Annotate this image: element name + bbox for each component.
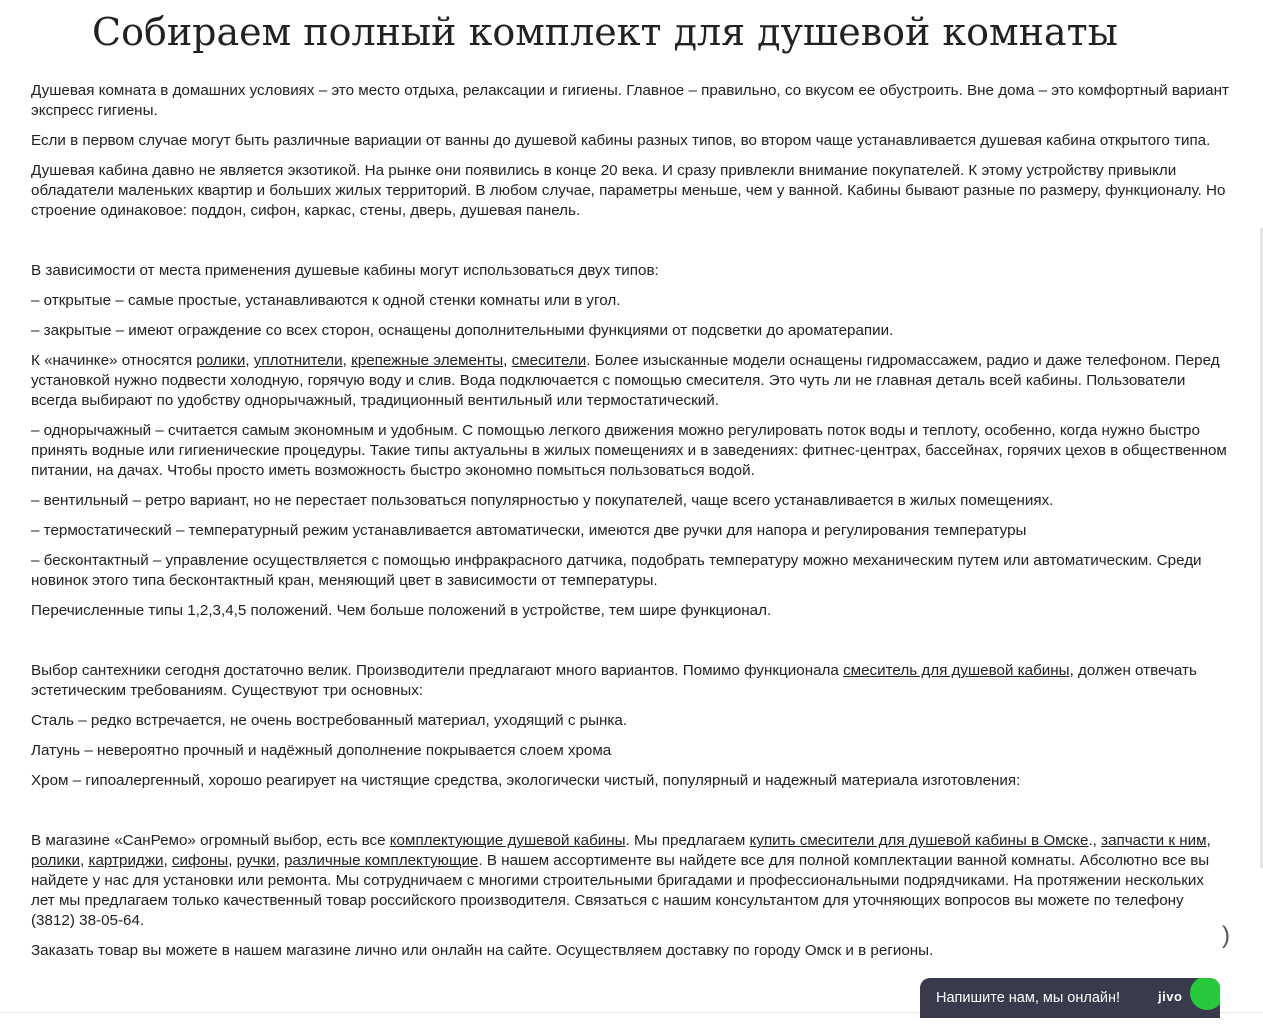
paragraph-choice: Выбор сантехники сегодня достаточно велик. Производители предлагают много вариантов. Помимо функционала смеситель для душевой кабины, должен отвечать эстетическим требованиям. Существуют три основных: [31, 662, 1197, 699]
link-rollers[interactable]: ролики [196, 352, 246, 369]
link-fasteners[interactable]: крепежные элементы [351, 352, 504, 369]
list-item-valve: – вентильный – ретро вариант, но не перестает пользоваться популярностью у покупателей, чаще всего устанавливается в жилых помещениях. [31, 492, 1054, 509]
link-siphons[interactable]: сифоны [171, 852, 229, 869]
material-brass: Латунь – невероятно прочный и надёжный дополнение покрывается слоем хрома [31, 742, 612, 759]
link-mixers[interactable]: смесители [511, 352, 587, 369]
paragraph-variations: Если в первом случае могут быть различные вариации от ванны до душевой кабины разных типов, во втором чаще устанавливается душевая кабина открытого типа. [31, 132, 1211, 149]
chat-label: Напишите нам, мы онлайн! [936, 990, 1121, 1006]
page-title: Собираем полный комплект для душевой комнаты [92, 10, 1118, 54]
intro-paragraph: Душевая комната в домашних условиях – это место отдыха, релаксации и гигиены. Главное – правильно, со вкусом ее обустроить. Вне дома – это комфортный вариант экспресс гигиены. [31, 82, 1229, 119]
paragraph-components: К «начинке» относятся ролики, уплотнители, крепежные элементы, смесители. Более изысканные модели оснащены гидромассажем, радио и даже телефоном. Перед установкой нужно подвести холодную, горячую воду и слив. Вода подключается с помощью смесителя. Это чуть ли не главная деталь всей кабины. Пользователи всегда выбирают по удобству однорычажный, традиционный вентильный или термостатический. [31, 352, 1220, 409]
paragraph-positions: Перечисленные типы 1,2,3,4,5 положений. Чем больше положений в устройстве, тем шире функционал. [31, 602, 772, 619]
link-shower-mixer[interactable]: смеситель для душевой кабины [843, 662, 1070, 679]
list-item-contactless: – бесконтактный – управление осуществляется с помощью инфракрасного датчика, подобрать температуру можно механическим путем или автоматическим. Среди новинок этого типа бесконтактный кран, меняющий цвет в зависимости от температуры. [31, 552, 1202, 589]
list-item-thermostatic: – термостатический – температурный режим устанавливается автоматически, имеются две ручки для напора и регулирования температуры [31, 522, 1027, 539]
link-seals[interactable]: уплотнители [253, 352, 343, 369]
paragraph-store: В магазине «СанРемо» огромный выбор, есть все комплектующие душевой кабины. Мы предлагаем купить смесители для душевой кабины в Омске., запчасти к ним, ролики, картриджи, сифоны, ручки, различные комплектующие. В нашем ассортименте вы найдете все для полной комплектации ванной комнаты. Абсолютно все вы найдете у нас для установки или ремонта. Мы сотрудничаем с многими строительными бригадами и профессиональными подрядчиками. На протяжении нескольких лет мы предлагаем только качественный товар российского производителя. Связаться с нашим консультантом для уточняющих вопросов вы можете по телефону (3812) 38-05-64. [31, 832, 1211, 929]
link-various-components[interactable]: различные комплектующие [284, 852, 479, 869]
jivo-logo: jivo [1158, 989, 1183, 1004]
article-body [31, 81, 1231, 971]
link-rollers-2[interactable]: ролики [31, 852, 81, 869]
link-spare-parts[interactable]: запчасти к ним [1101, 832, 1207, 849]
paragraph-shower-cabin: Душевая кабина давно не является экзотикой. На рынке они появились в конце 20 века. И сразу привлекли внимание покупателей. К этому устройству привыкли обладатели маленьких квартир и больших жилых территорий. В любом случае, параметры меньше, чем у ванной. Кабины бывают разные по размеру, функционалу. Но строение одинаковое: поддон, сифон, каркас, стены, дверь, душевая панель. [31, 162, 1226, 219]
list-item-open-type: – открытые – самые простые, устанавливаются к одной стенки комнаты или в угол. [31, 292, 621, 309]
material-steel: Сталь – редко встречается, не очень востребованный материал, уходящий с рынка. [31, 712, 628, 729]
link-cabin-components[interactable]: комплектующие душевой кабины [389, 832, 626, 849]
link-buy-mixers-omsk[interactable]: купить смесители для душевой кабины в Омске [749, 832, 1089, 849]
chat-bubble-icon [1190, 978, 1220, 1010]
paragraph-delivery: Заказать товар вы можете в нашем магазине лично или онлайн на сайте. Осуществляем доставку по городу Омск и в регионы. [31, 942, 934, 959]
paragraph-types-intro: В зависимости от места применения душевые кабины могут использоваться двух типов: [31, 262, 659, 279]
list-item-closed-type: – закрытые – имеют ограждение со всех сторон, оснащены дополнительными функциями от подсветки до ароматерапии. [31, 322, 894, 339]
list-item-single-lever: – однорычажный – считается самым экономным и удобным. С помощью легкого движения можно регулировать поток воды и теплоту, особенно, когда нужно быстро принять водные или гигиенические процедуры. Такие типы актуальны в жилых помещениях и в заведениях: фитнес-центрах, бассейнах, горячих цехов в общественном питании, на дачах. Чтобы просто иметь возможность быстро экономно помыться пользоваться водой. [31, 422, 1227, 479]
material-chrome: Хром – гипоалергенный, хорошо реагирует на чистящие средства, экологически чистый, популярный и надежный материала изготовления: [31, 772, 1021, 789]
chat-widget-button[interactable] [920, 978, 1220, 1018]
link-handles[interactable]: ручки [236, 852, 276, 869]
link-cartridges[interactable]: картриджи [88, 852, 164, 869]
chevron-right-icon[interactable]: ) [1222, 922, 1230, 949]
